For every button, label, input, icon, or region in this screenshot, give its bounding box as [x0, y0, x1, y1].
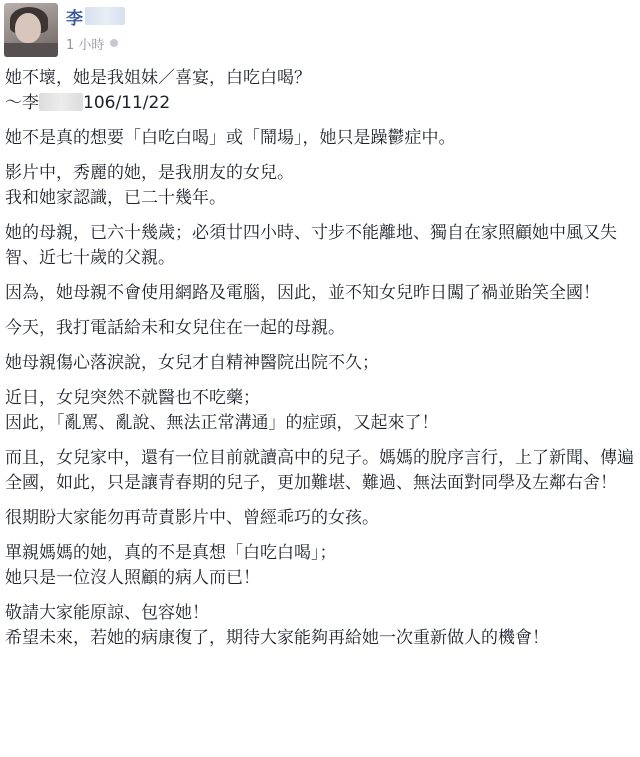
post-paragraph — [5, 506, 635, 531]
post-line: 因為，她母親不會使用網路及電腦，因此，並不知女兒昨日闖了禍並貽笑全國！ — [5, 283, 600, 303]
post-paragraph — [5, 446, 635, 496]
poster-name-link[interactable]: 李 — [66, 8, 83, 29]
post-line: 她不是真的想要「白吃白喝」或「鬧場」，她只是躁鬱症中。 — [5, 128, 456, 148]
name-redaction — [85, 7, 125, 25]
post-header — [0, 0, 640, 62]
post-signature — [5, 91, 635, 116]
post-line: 單親媽媽的她，真的不是真想「白吃白喝」； — [5, 543, 337, 563]
post-line: 因此，「亂罵、亂說、無法正常溝通」的症頭，又起來了！ — [5, 413, 439, 433]
post-body — [5, 66, 635, 661]
post-line: 近日，女兒突然不就醫也不吃藥； — [5, 388, 260, 408]
audience-globe-icon[interactable] — [110, 39, 118, 47]
post-title-block — [5, 66, 635, 116]
post-line: 她母親傷心落淚說，女兒才自精神醫院出院不久； — [5, 353, 379, 373]
post-paragraph — [5, 386, 635, 436]
post-paragraph — [5, 316, 635, 341]
post-paragraph — [5, 161, 635, 211]
post-line: 影片中，秀麗的她，是我朋友的女兒。 — [5, 163, 294, 183]
poster-name-row — [66, 4, 125, 28]
avatar[interactable] — [4, 3, 58, 57]
timestamp-link[interactable]: 1 小時 — [66, 37, 105, 53]
post-paragraph — [5, 221, 635, 271]
post-paragraph — [5, 541, 635, 591]
post-line: 她只是一位沒人照顧的病人而已！ — [5, 568, 260, 588]
post-paragraph — [5, 126, 635, 151]
timestamp-row — [66, 34, 118, 52]
post-paragraph — [5, 351, 635, 376]
post-line: 希望未來，若她的病康復了，期待大家能夠再給她一次重新做人的機會！ — [5, 628, 549, 648]
post-line: 今天，我打電話給未和女兒住在一起的母親。 — [5, 318, 345, 338]
post-title: 她不壞，她是我姐妹／喜宴，白吃白喝？ — [5, 68, 311, 88]
signature-prefix: ～李 — [5, 93, 39, 113]
signature-redaction — [39, 93, 83, 111]
signature-date: 106/11/22 — [83, 93, 171, 113]
post-line: 敬請大家能原諒、包容她！ — [5, 603, 209, 623]
post-line: 我和她家認識，已二十幾年。 — [5, 188, 226, 208]
post-line: 很期盼大家能勿再苛責影片中、曾經乖巧的女孩。 — [5, 508, 379, 528]
post-line: 而且，女兒家中，還有一位目前就讀高中的兒子。媽媽的脫序言行，上了新聞、傳遍全國，如此，只是讓青春期的兒子，更加難堪、難過、無法面對同學及左鄰右舍！ — [5, 448, 634, 493]
post-line: 她的母親，已六十幾歲；必須廿四小時、寸步不能離地、獨自在家照顧她中風又失智、近七十歲的父親。 — [5, 223, 617, 268]
post-paragraph — [5, 601, 635, 651]
post-paragraph — [5, 281, 635, 306]
